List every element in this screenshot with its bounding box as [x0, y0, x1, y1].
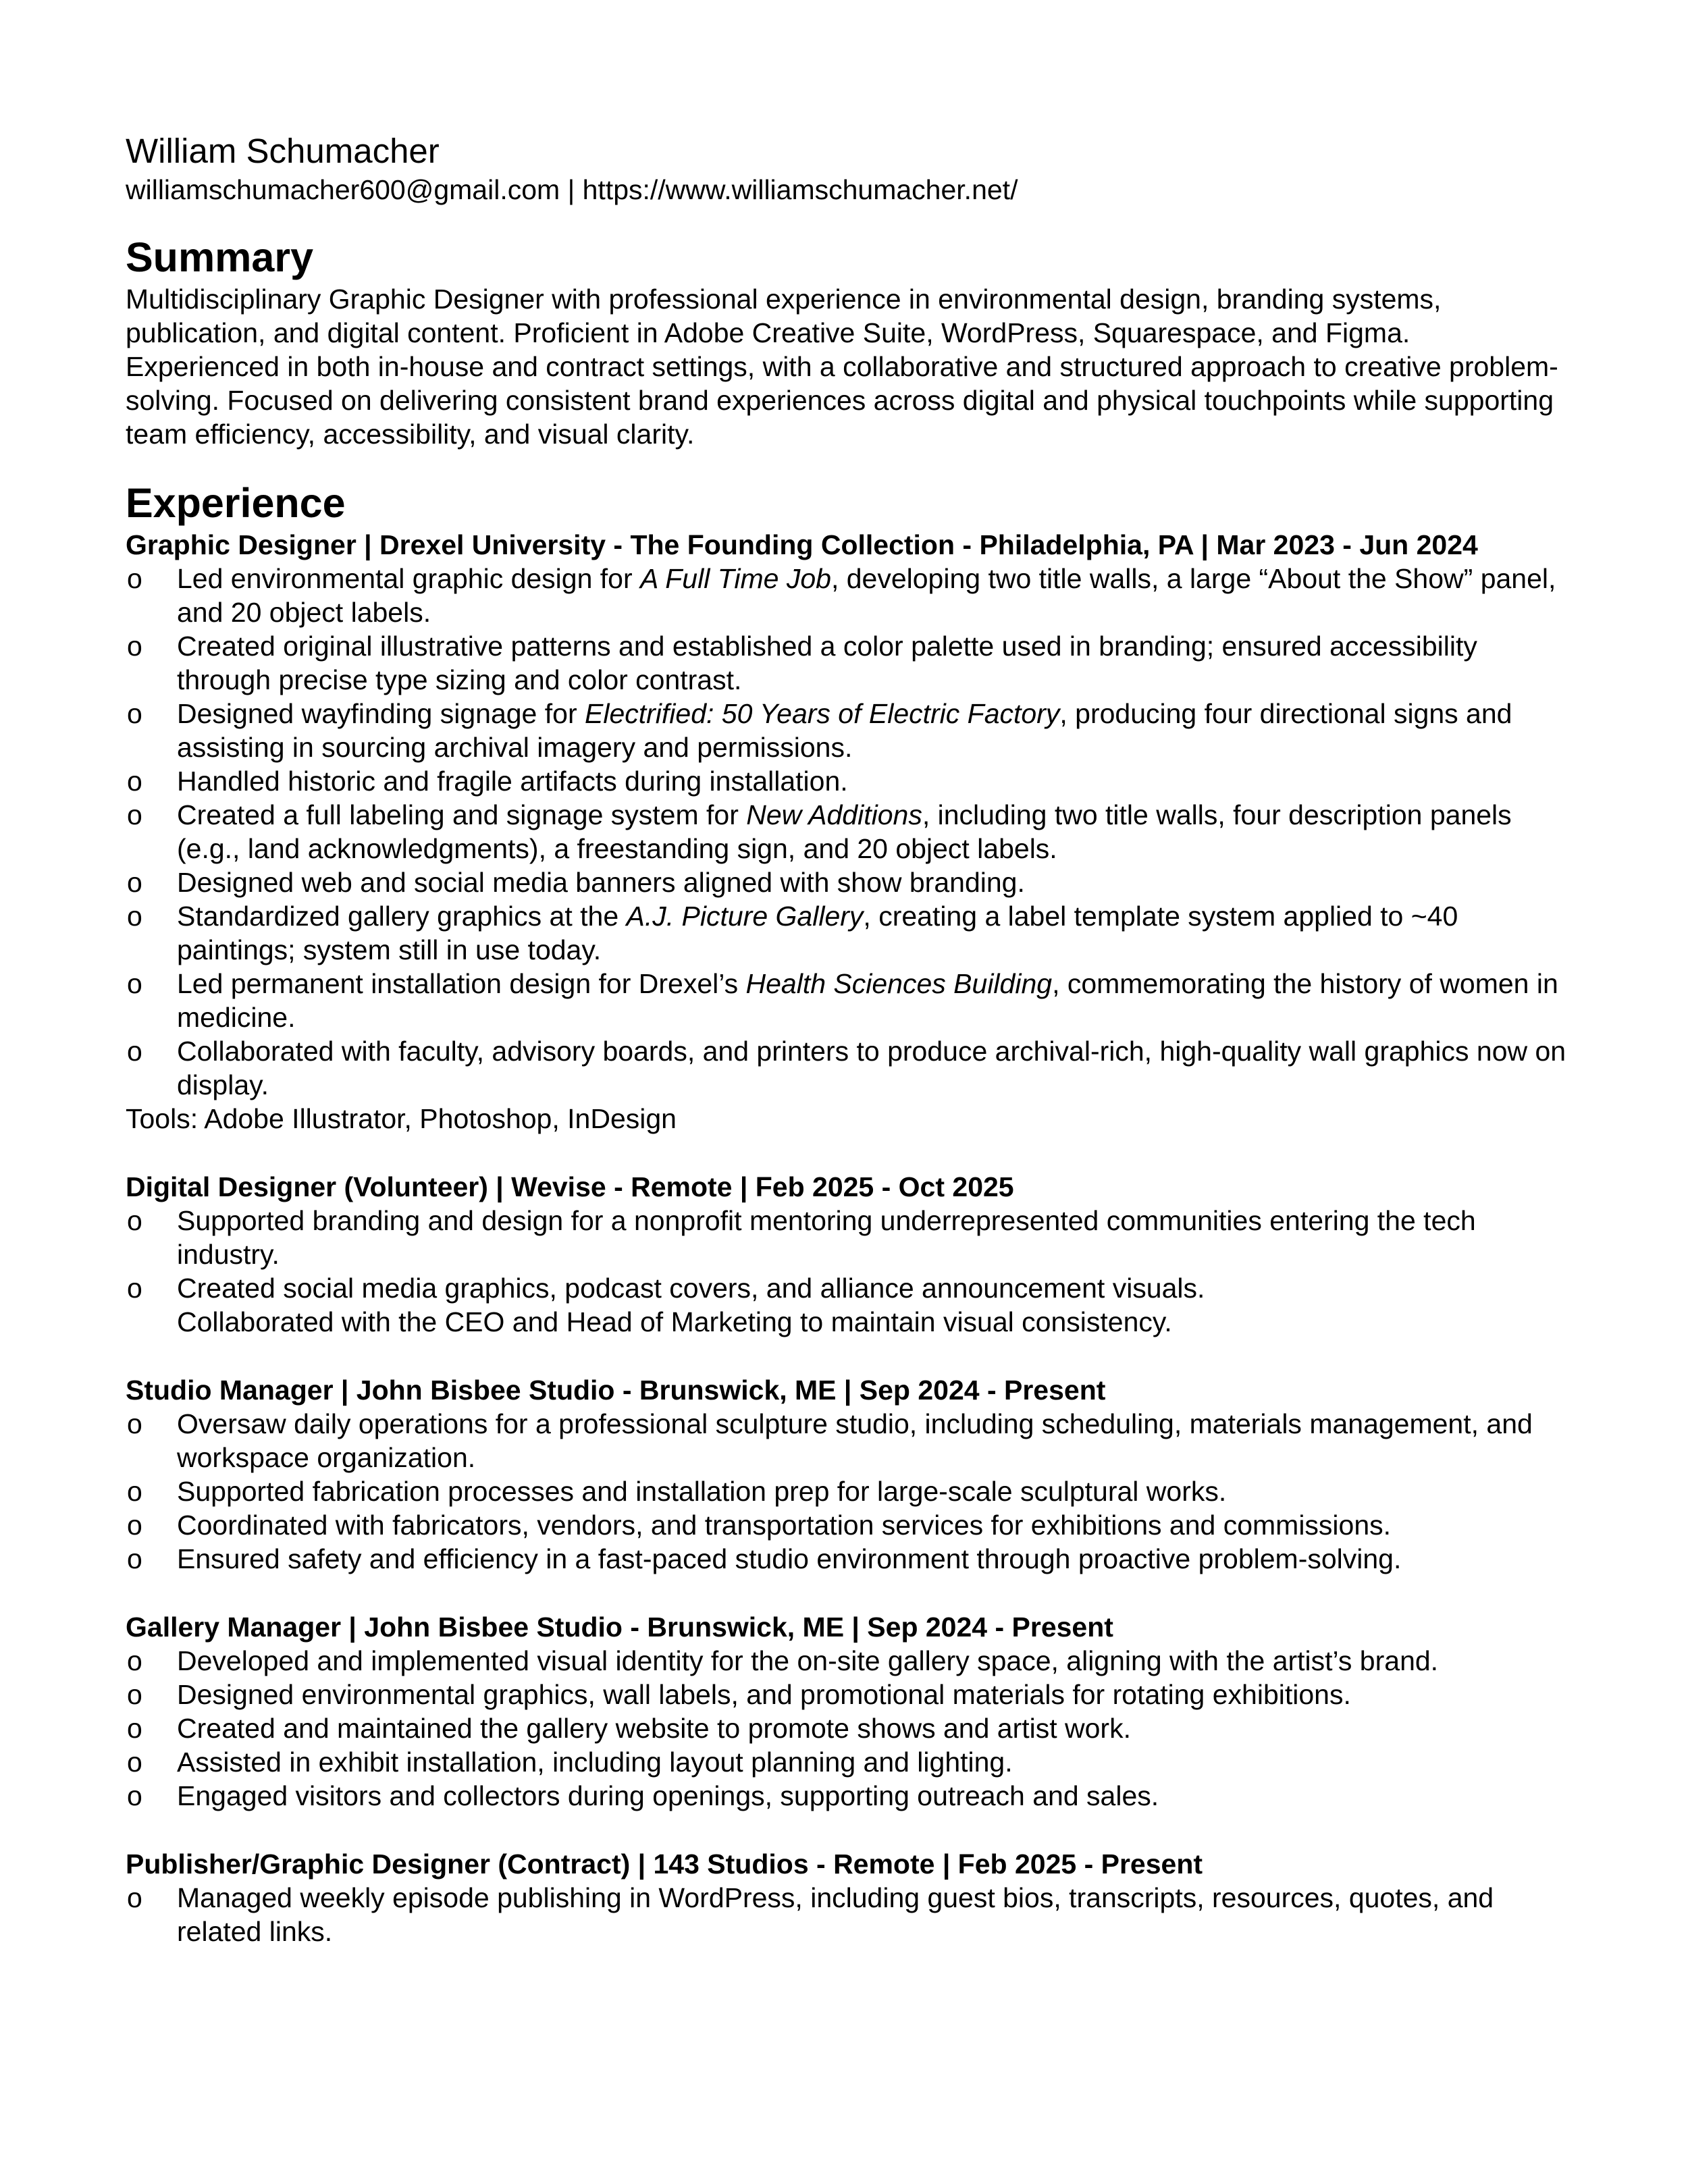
project-title: Health Sciences Building	[745, 968, 1053, 999]
bullet-text: Managed weekly episode publishing in WordPress, including guest bios, transcripts, resources, quotes, and related links.	[177, 1882, 1494, 1947]
bullet-text: Designed environmental graphics, wall labels, and promotional materials for rotating exhibitions.	[177, 1679, 1351, 1710]
bullet-item	[126, 1711, 1571, 1745]
bullet-item	[126, 1204, 1571, 1271]
bullet-text: Created social media graphics, podcast covers, and alliance announcement visuals.	[177, 1273, 1205, 1304]
tools-line: Tools: Adobe Illustrator, Photoshop, InDesign	[126, 1103, 677, 1134]
bullet-item	[126, 899, 1571, 967]
job-entry	[126, 1373, 1571, 1576]
bullet-item	[126, 1542, 1571, 1576]
job-bullet-list	[126, 1407, 1571, 1576]
job-bullet-list	[126, 562, 1571, 1102]
bullet-text: Designed web and social media banners aligned with show branding.	[177, 867, 1025, 898]
website-link[interactable]: https://www.williamschumacher.net/	[582, 174, 1018, 205]
bullet-item	[126, 1745, 1571, 1779]
bullet-item	[126, 764, 1571, 798]
bullet-item	[126, 562, 1571, 629]
bullet-item	[126, 629, 1571, 697]
bullet-text: Led environmental graphic design for	[177, 563, 641, 594]
summary-heading: Summary	[126, 234, 314, 280]
project-title: A Full Time Job	[640, 563, 831, 594]
bullet-text: Supported branding and design for a nonprofit mentoring underrepresented communities entering the tech industry.	[177, 1205, 1476, 1270]
experience-heading: Experience	[126, 480, 346, 526]
job-bullet-list	[126, 1881, 1571, 1948]
resume-page	[126, 130, 1571, 1948]
bullet-text: Led permanent installation design for Drexel’s	[177, 968, 746, 999]
job-list	[126, 528, 1571, 1948]
job-title: Gallery Manager | John Bisbee Studio - Brunswick, ME | Sep 2024 - Present	[126, 1612, 1113, 1643]
bullet-text: Created and maintained the gallery website to promote shows and artist work.	[177, 1713, 1131, 1744]
project-title: A.J. Picture Gallery	[626, 901, 864, 932]
bullet-text-continued: , developing two title walls, a large “About the Show” panel, and 20 object labels.	[177, 563, 1556, 628]
bullet-item	[126, 1881, 1571, 1948]
job-title: Digital Designer (Volunteer) | Wevise - Remote | Feb 2025 - Oct 2025	[126, 1171, 1014, 1202]
project-title: Electrified: 50 Years of Electric Factory	[585, 698, 1060, 729]
project-title: New Additions	[746, 799, 922, 830]
job-title: Studio Manager | John Bisbee Studio - Brunswick, ME | Sep 2024 - Present	[126, 1375, 1106, 1406]
job-title: Publisher/Graphic Designer (Contract) | 143 Studios - Remote | Feb 2025 - Present	[126, 1848, 1203, 1880]
bullet-text: Assisted in exhibit installation, including layout planning and lighting.	[177, 1747, 1013, 1778]
contact-separator: |	[560, 174, 583, 205]
bullet-text: Engaged visitors and collectors during openings, supporting outreach and sales.	[177, 1780, 1159, 1811]
bullet-text: Created original illustrative patterns and established a color palette used in branding; ensured accessibility through precise type sizing and color contrast.	[177, 631, 1477, 695]
bullet-item	[126, 865, 1571, 899]
bullet-item	[126, 1678, 1571, 1711]
experience-section	[126, 478, 1571, 1948]
bullet-text: Designed wayfinding signage for	[177, 698, 585, 729]
bullet-text: Supported fabrication processes and installation prep for large-scale sculptural works.	[177, 1476, 1227, 1507]
summary-section	[126, 232, 1571, 451]
bullet-text-continued: , including two title walls, four description panels (e.g., land acknowledgments), a freestanding sign, and 20 object labels.	[177, 799, 1512, 864]
job-bullet-list	[126, 1644, 1571, 1813]
job-entry	[126, 528, 1571, 1136]
bullet-item	[126, 1644, 1571, 1678]
bullet-item	[126, 1779, 1571, 1813]
resume-header	[126, 130, 1571, 207]
candidate-name: William Schumacher	[126, 132, 440, 170]
job-title: Graphic Designer | Drexel University - The Founding Collection - Philadelphia, PA | Mar 2023 - Jun 2024	[126, 529, 1478, 560]
job-entry	[126, 1610, 1571, 1813]
job-entry	[126, 1847, 1571, 1948]
bullet-text: Oversaw daily operations for a professional sculpture studio, including scheduling, materials management, and workspace organization.	[177, 1408, 1533, 1473]
contact-line	[126, 173, 1571, 207]
bullet-item	[126, 967, 1571, 1034]
bullet-text-continued: , commemorating the history of women in medicine.	[177, 968, 1558, 1033]
bullet-item	[126, 1034, 1571, 1102]
bullet-text-continued: , creating a label template system applied to ~40 paintings; system still in use today.	[177, 901, 1458, 965]
bullet-text: Handled historic and fragile artifacts during installation.	[177, 766, 848, 797]
bullet-text: Standardized gallery graphics at the	[177, 901, 627, 932]
bullet-text: Collaborated with the CEO and Head of Marketing to maintain visual consistency.	[177, 1306, 1172, 1337]
bullet-item	[126, 1305, 1571, 1339]
job-bullet-list	[126, 1204, 1571, 1339]
bullet-item	[126, 697, 1571, 764]
bullet-item	[126, 1271, 1571, 1305]
bullet-item	[126, 1508, 1571, 1542]
bullet-item	[126, 798, 1571, 865]
bullet-item	[126, 1407, 1571, 1474]
bullet-text-continued: , producing four directional signs and assisting in sourcing archival imagery and permissions.	[177, 698, 1512, 763]
summary-text: Multidisciplinary Graphic Designer with professional experience in environmental design, branding systems, publication, and digital content. Proficient in Adobe Creative Suite, WordPress, Squarespace, and Figma. Experienced in both in-house and contract settings, with a collaborative and structured approach to creative problem-solving. Focused on delivering consistent brand experiences across digital and physical touchpoints while supporting team efficiency, accessibility, and visual clarity.	[126, 284, 1558, 450]
bullet-text: Collaborated with faculty, advisory boards, and printers to produce archival-rich, high-quality wall graphics now on display.	[177, 1036, 1566, 1100]
job-entry	[126, 1170, 1571, 1339]
bullet-text: Developed and implemented visual identity for the on-site gallery space, aligning with the artist’s brand.	[177, 1645, 1439, 1676]
email-link[interactable]: williamschumacher600@gmail.com	[126, 174, 560, 205]
bullet-text: Ensured safety and efficiency in a fast-paced studio environment through proactive problem-solving.	[177, 1543, 1402, 1574]
bullet-item	[126, 1474, 1571, 1508]
bullet-text: Coordinated with fabricators, vendors, and transportation services for exhibitions and commissions.	[177, 1510, 1392, 1541]
bullet-text: Created a full labeling and signage system for	[177, 799, 747, 830]
